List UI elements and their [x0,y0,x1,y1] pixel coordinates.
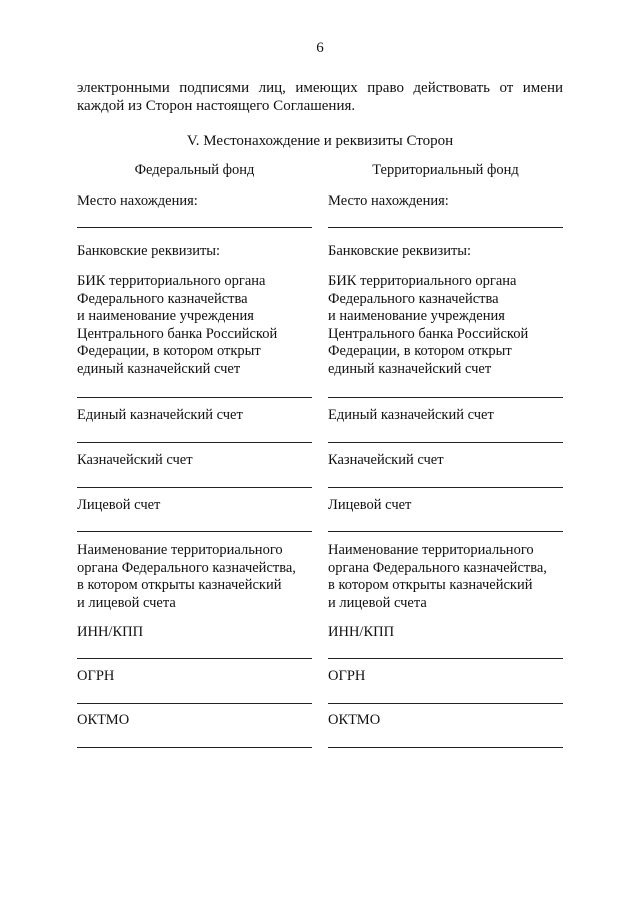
bik-fill-line [328,397,563,398]
treasury-account-label: Казначейский счет [77,452,193,468]
intro-line-2: каждой из Сторон настоящего Соглашения. [77,98,356,114]
ogrn-fill-line [328,703,563,704]
treasury-body-line: в котором открыты казначейский [77,577,282,593]
treasury-body-line: и лицевой счета [77,594,176,611]
oktmo-label: ОКТМО [328,712,381,728]
bik-line: Федерального казначейства [328,290,499,307]
oktmo-fill-line [77,747,312,748]
intro-paragraph [77,79,563,115]
treasury-body-line: органа Федерального казначейства, [328,559,547,576]
inn-kpp-fill-line [328,658,563,659]
column-header: Федеральный фонд [134,162,255,178]
bik-line: единый казначейский счет [328,360,492,377]
bik-line: БИК территориального органа [328,273,517,289]
treasury-body-label [77,542,312,612]
oktmo-fill-line [328,747,563,748]
treasury-body-line: Наименование территориального [328,542,534,558]
inn-kpp-fill-line [77,658,312,659]
bank-details-label: Банковские реквизиты: [328,243,472,259]
treasury-account-fill-line [328,487,563,488]
bik-label [328,273,563,378]
treasury-body-line: органа Федерального казначейства, [77,559,296,576]
bik-line: Центрального банка Российской [328,325,529,342]
single-treasury-account-fill-line [77,442,312,443]
territorial-fund-column [328,160,563,728]
bik-label [77,273,312,378]
single-treasury-account-fill-line [328,442,563,443]
column-header: Территориальный фонд [372,162,519,178]
single-treasury-account-label: Единый казначейский счет [328,407,494,423]
location-label: Место нахождения: [77,193,198,209]
single-treasury-account-label: Единый казначейский счет [77,407,243,423]
ogrn-fill-line [77,703,312,704]
treasury-body-line: и лицевой счета [328,594,427,611]
location-fill-line [77,227,312,228]
ogrn-label: ОГРН [328,668,366,684]
intro-line-1: электронными подписями лиц, имеющих право действовать от имени [77,80,563,96]
federal-fund-column [77,160,312,728]
page-number: 6 [316,40,324,56]
section-title: V. Местонахождение и реквизиты Сторон [186,133,454,149]
ogrn-label: ОГРН [77,668,115,684]
inn-kpp-label: ИНН/КПП [328,624,395,640]
location-label: Место нахождения: [328,193,449,209]
treasury-body-line: Наименование территориального [77,542,283,558]
location-fill-line [328,227,563,228]
treasury-account-label: Казначейский счет [328,452,444,468]
bik-line: и наименование учреждения [77,308,254,324]
bik-line: единый казначейский счет [77,360,241,377]
personal-account-fill-line [328,531,563,532]
treasury-body-line: в котором открыты казначейский [328,577,533,593]
bik-line: БИК территориального органа [77,273,266,289]
bik-line: Центрального банка Российской [77,325,278,342]
bik-line: и наименование учреждения [328,308,505,324]
treasury-account-fill-line [77,487,312,488]
personal-account-fill-line [77,531,312,532]
personal-account-label: Лицевой счет [328,497,412,513]
personal-account-label: Лицевой счет [77,497,161,513]
oktmo-label: ОКТМО [77,712,130,728]
treasury-body-label [328,542,563,612]
bik-line: Федерации, в котором открыт [328,343,512,359]
bik-fill-line [77,397,312,398]
bank-details-label: Банковские реквизиты: [77,243,221,259]
bik-line: Федерального казначейства [77,290,248,307]
bik-line: Федерации, в котором открыт [77,343,261,359]
inn-kpp-label: ИНН/КПП [77,624,144,640]
